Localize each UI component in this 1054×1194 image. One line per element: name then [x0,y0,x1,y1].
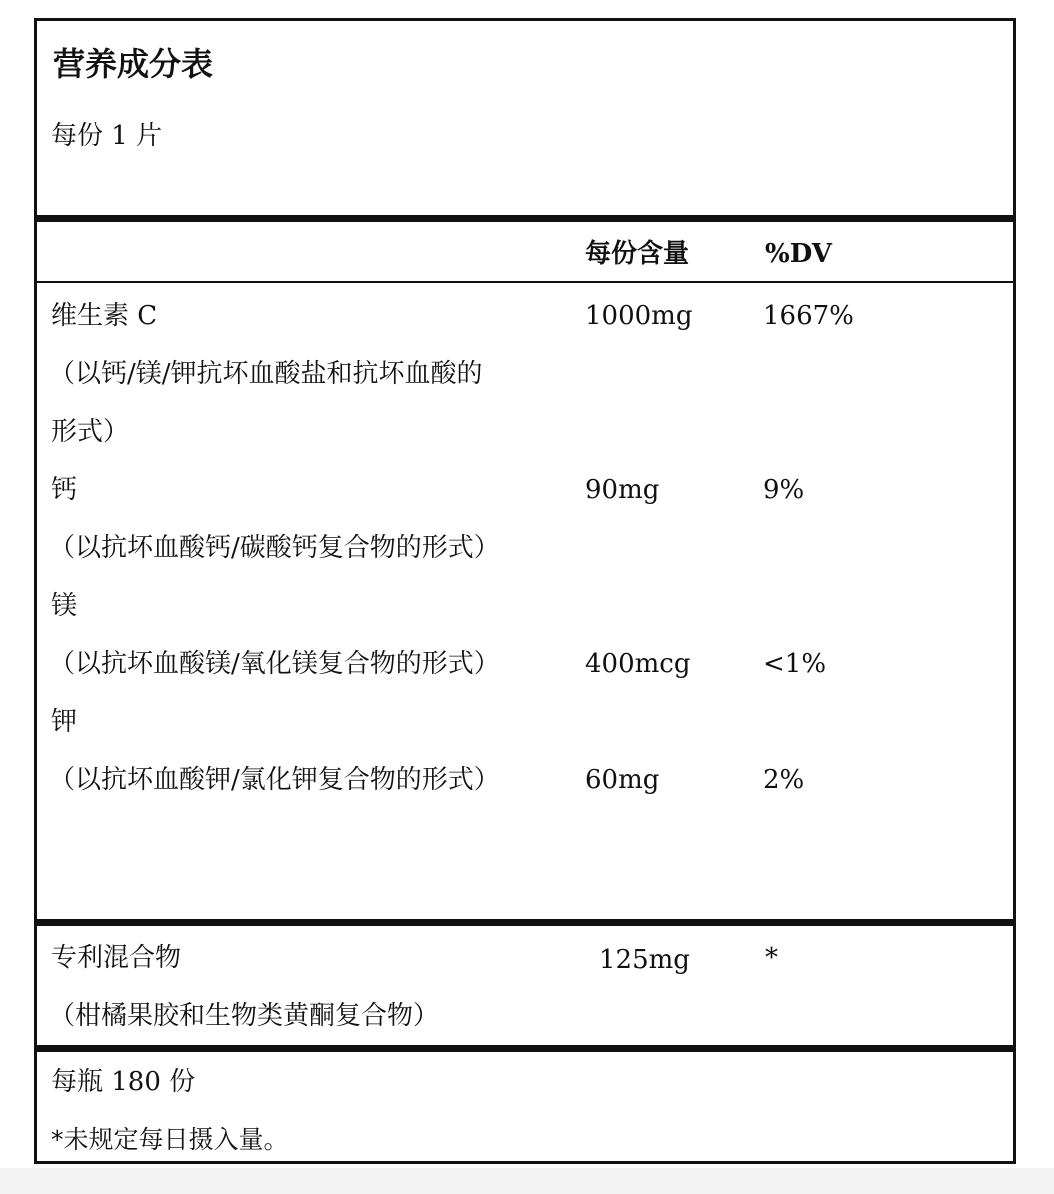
nutrient-note: （以抗坏血酸钾/氯化钾复合物的形式） [49,765,500,795]
servings-per-bottle: 每瓶 180 份 [51,1067,196,1097]
nutrient-name: 维生素 C [51,301,158,331]
header-amount: 每份含量 [585,239,690,269]
divider-thick [37,1045,1013,1052]
divider-thick [37,215,1013,222]
footnote: *未规定每日摄入量。 [51,1125,289,1154]
nutrient-name: 镁 [51,591,78,621]
nutrient-dv: 1667% [763,301,854,331]
nutrient-note: 形式） [51,417,130,447]
serving-size: 每份 1 片 [51,121,163,151]
nutrition-label [34,18,1016,1164]
blend-note: （柑橘果胶和生物类黄酮复合物） [49,1001,440,1031]
nutrient-note: （以抗坏血酸镁/氧化镁复合物的形式） [49,649,500,679]
label-title: 营养成分表 [53,45,214,83]
nutrient-amount: 1000mg [585,301,693,331]
nutrient-dv: 9% [763,475,805,505]
nutrient-dv: 2% [763,765,805,795]
blend-amount: 125mg [599,945,690,975]
nutrient-name: 钙 [51,475,78,505]
nutrient-name: 钾 [51,707,78,737]
blend-dv: * [765,943,778,973]
nutrient-amount: 400mcg [585,649,691,679]
blend-name: 专利混合物 [51,943,182,973]
divider-thick [37,919,1013,926]
nutrient-amount: 60mg [585,765,660,795]
nutrient-amount: 90mg [585,475,660,505]
nutrient-dv: <1% [763,649,827,679]
nutrient-note: （以抗坏血酸钙/碳酸钙复合物的形式） [49,533,500,563]
divider-thin [37,281,1013,283]
header-dv: %DV [765,239,832,269]
nutrient-note: （以钙/镁/钾抗坏血酸盐和抗坏血酸的 [49,359,483,389]
